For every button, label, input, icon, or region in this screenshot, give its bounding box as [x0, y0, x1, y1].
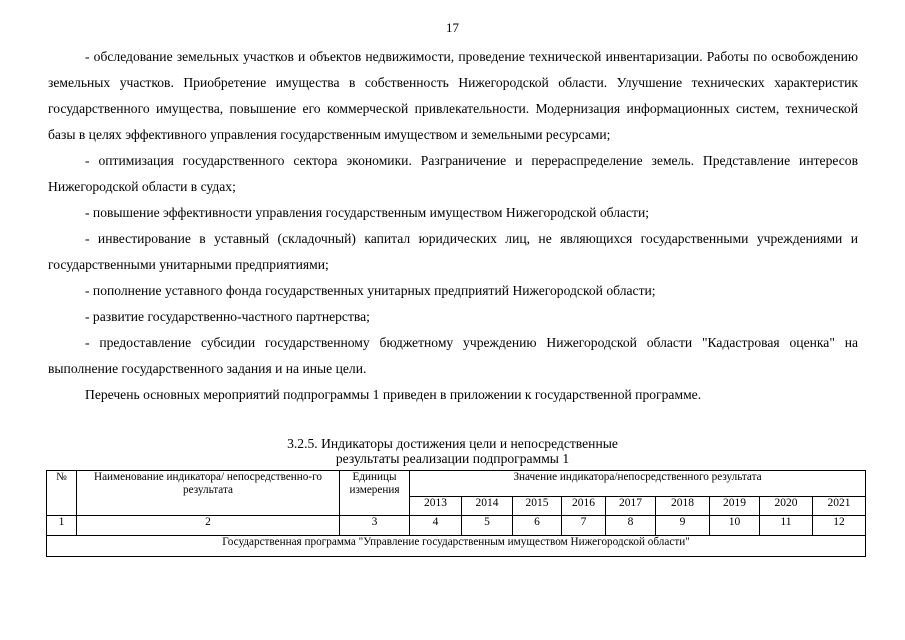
- column-number: 10: [710, 516, 760, 536]
- header-indicator-name: Наименование индикатора/ непосредственно-го результата: [77, 471, 340, 516]
- header-number: №: [47, 471, 77, 516]
- paragraph-survey: - обследование земельных участков и объектов недвижимости, проведение технической инвентаризации. Работы по освобождению земельных участков. Приобретение имущества в собственность Нижегородской области. Улучшение технических характеристик государственного имущества, повышение его коммерческой привлекательности. Модернизация информационных систем, технической базы в целях эффективного управления государственным имуществом и земельными ресурсами;: [48, 49, 858, 142]
- column-number: 4: [410, 516, 462, 536]
- program-title-cell: Государственная программа "Управление государственным имуществом Нижегородской области": [47, 536, 866, 557]
- section-heading: [0, 436, 905, 466]
- paragraph-fund: - пополнение уставного фонда государственных унитарных предприятий Нижегородской области;: [85, 283, 656, 298]
- paragraph-optimization: - оптимизация государственного сектора экономики. Разграничение и перераспределение земель. Представление интересов Нижегородской области в судах;: [48, 153, 858, 194]
- year-2017: 2017: [606, 497, 656, 516]
- column-number: 1: [47, 516, 77, 536]
- table-header-row: [47, 471, 866, 497]
- year-2016: 2016: [562, 497, 606, 516]
- year-2018: 2018: [656, 497, 710, 516]
- year-2015: 2015: [513, 497, 562, 516]
- year-2020: 2020: [760, 497, 813, 516]
- column-number: 3: [340, 516, 410, 536]
- column-number: 9: [656, 516, 710, 536]
- table-row: [47, 516, 866, 536]
- section-heading-line1: 3.2.5. Индикаторы достижения цели и непосредственные: [287, 436, 618, 451]
- column-number: 7: [562, 516, 606, 536]
- paragraph-partnership: - развитие государственно-частного партнерства;: [85, 309, 370, 324]
- section-heading-line2: результаты реализации подпрограммы 1: [335, 451, 570, 466]
- page-number: 17: [446, 20, 459, 35]
- column-number: 6: [513, 516, 562, 536]
- header-indicator-value: Значение индикатора/непосредственного результата: [410, 471, 866, 497]
- year-2014: 2014: [462, 497, 513, 516]
- indicators-table: [46, 470, 866, 557]
- body-text: [48, 44, 858, 408]
- column-number: 12: [813, 516, 866, 536]
- paragraph-investment: - инвестирование в уставный (складочный) капитал юридических лиц, не являющихся государственными учреждениями и государственными унитарными предприятиями;: [48, 231, 858, 272]
- table-row: [47, 536, 866, 557]
- column-number: 5: [462, 516, 513, 536]
- year-2021: 2021: [813, 497, 866, 516]
- column-number: 2: [77, 516, 340, 536]
- column-number: 11: [760, 516, 813, 536]
- column-number: 8: [606, 516, 656, 536]
- header-units: Единицы измерения: [340, 471, 410, 516]
- paragraph-subsidy: - предоставление субсидии государственному бюджетному учреждению Нижегородской области "Кадастровая оценка" на выполнение государственного задания и на иные цели.: [48, 335, 858, 376]
- year-2019: 2019: [710, 497, 760, 516]
- year-2013: 2013: [410, 497, 462, 516]
- paragraph-efficiency: - повышение эффективности управления государственным имуществом Нижегородской области;: [85, 205, 650, 220]
- paragraph-list: Перечень основных мероприятий подпрограммы 1 приведен в приложении к государственной программе.: [85, 387, 702, 402]
